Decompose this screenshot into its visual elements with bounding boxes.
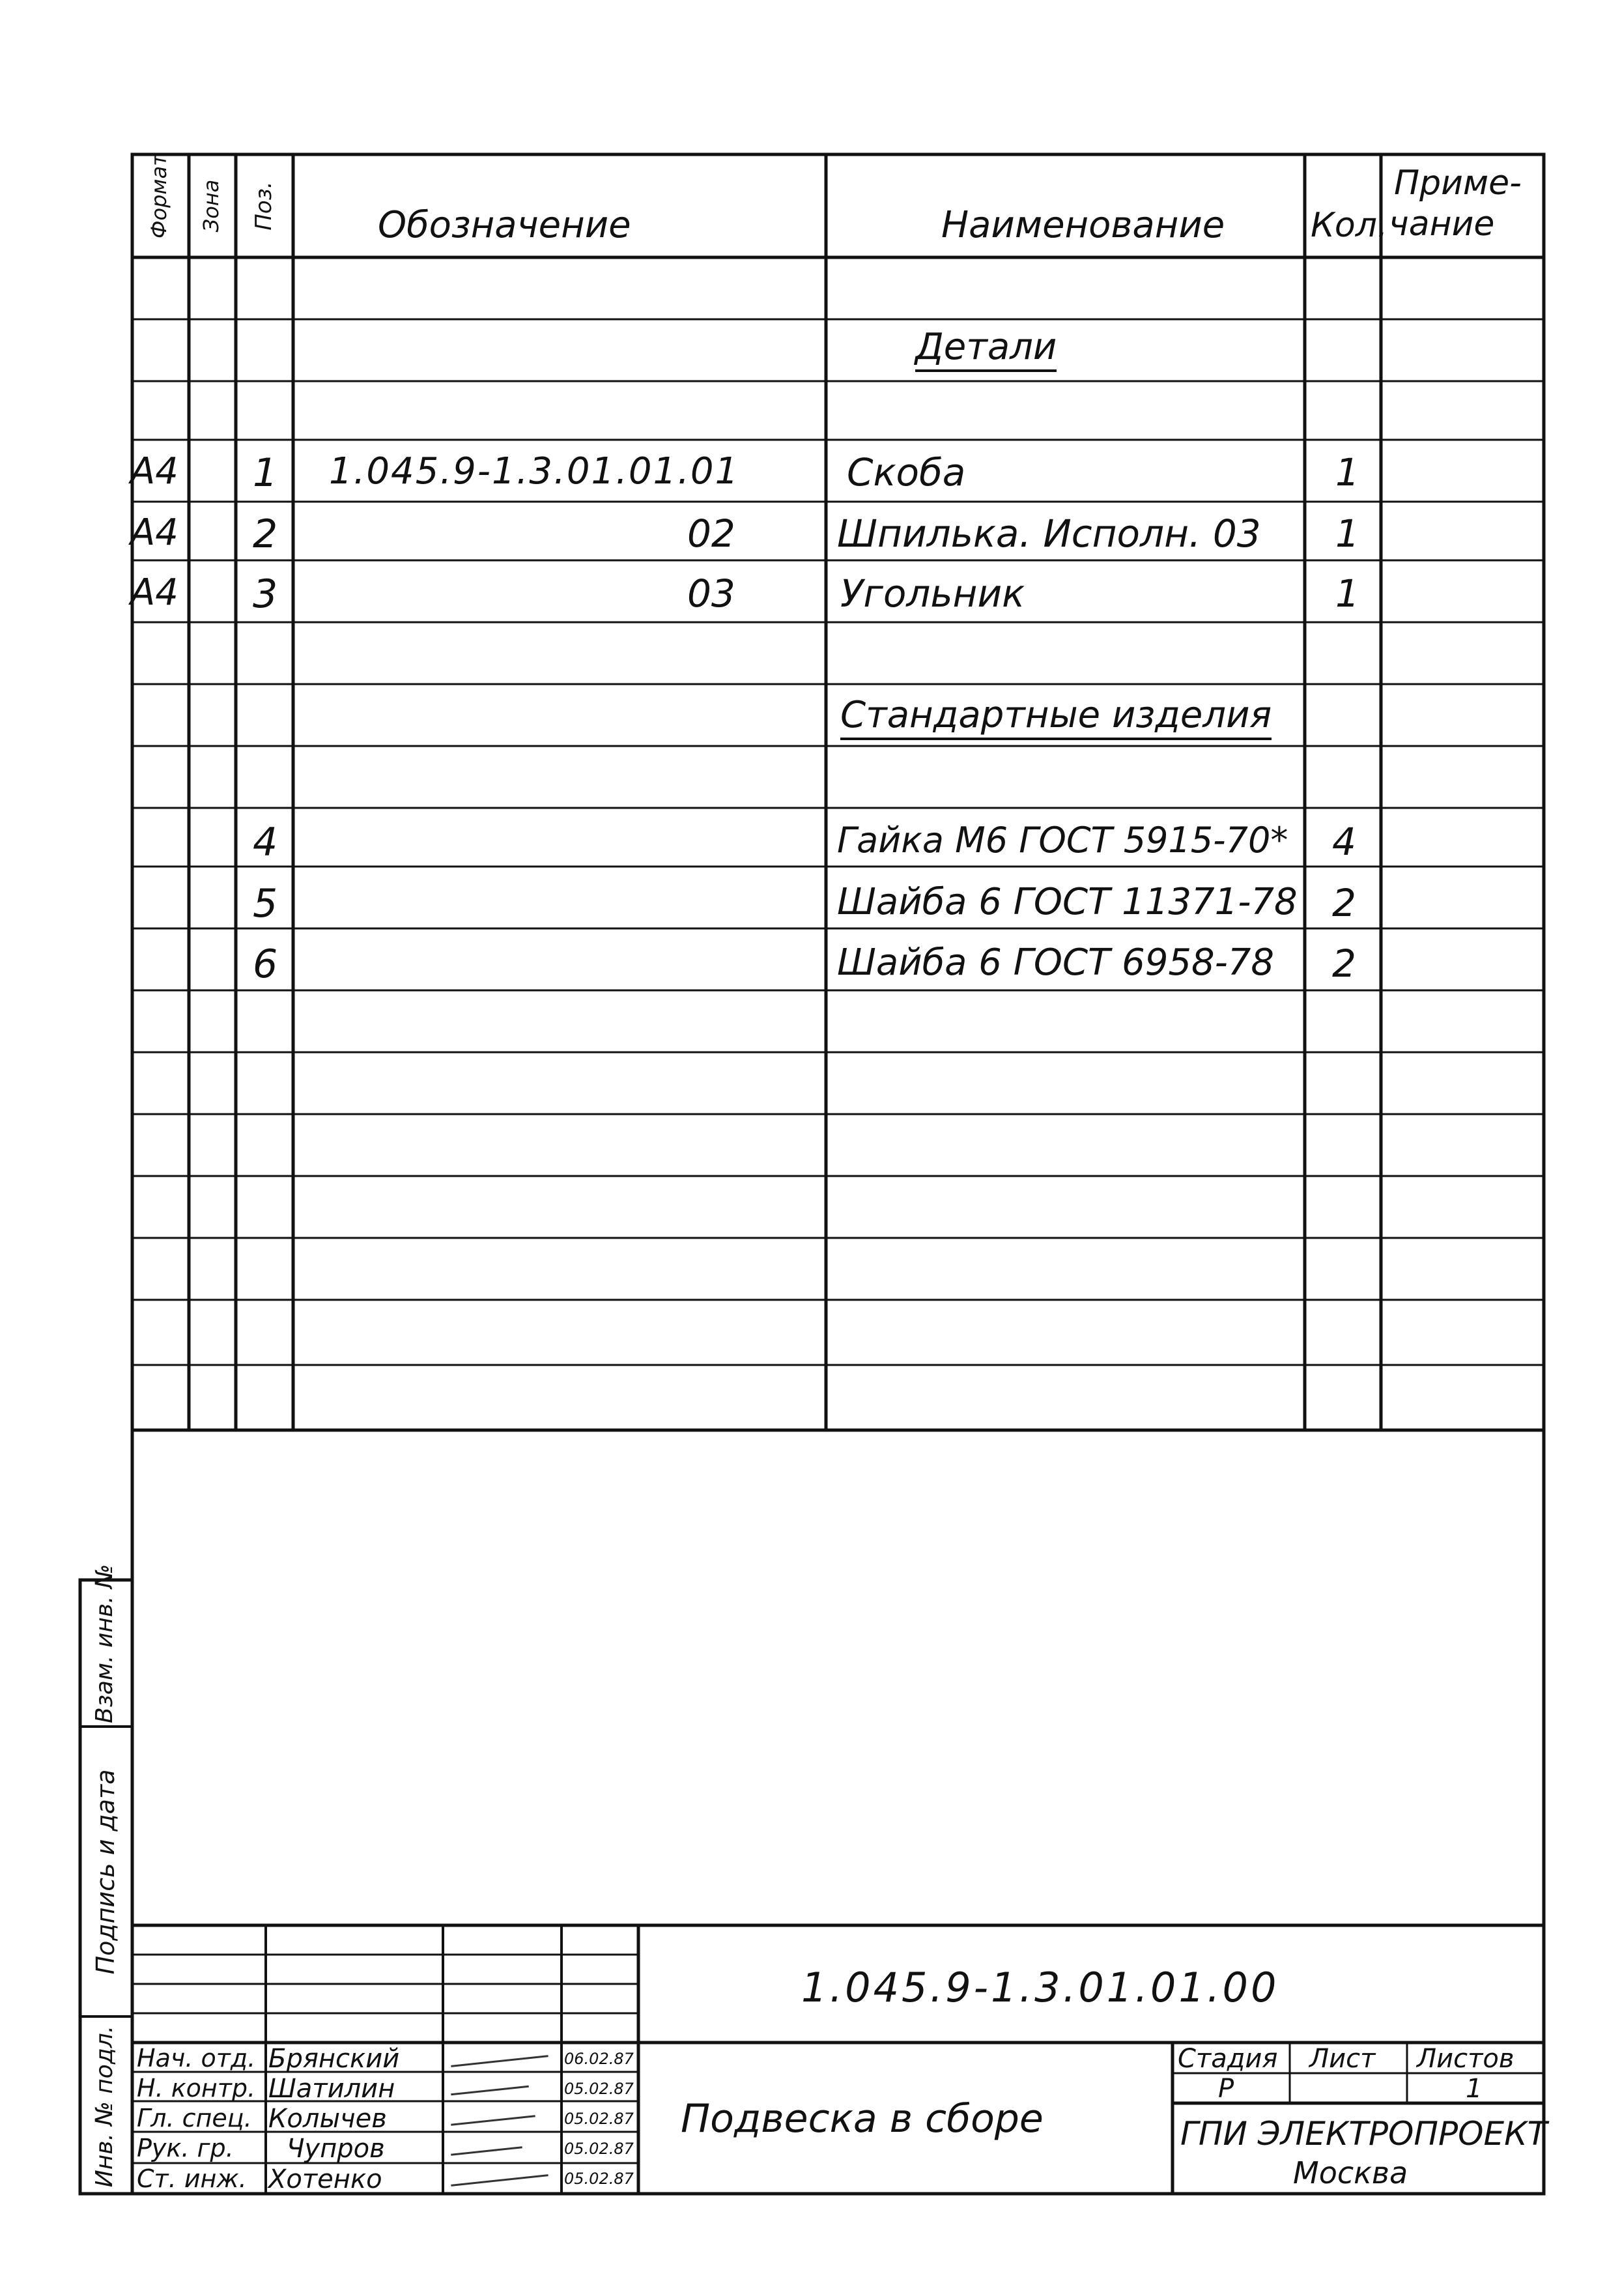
sheets-label: Листов [1417,2044,1515,2074]
signer-4-role: Рук. гр. [137,2134,234,2162]
row-3-pos: 3 [253,571,278,617]
row-4-pos: 4 [253,820,278,865]
organization-city: Москва [1293,2155,1408,2190]
signer-5-name: Хотенко [268,2164,382,2194]
row-4-name: Гайка М6 ГОСТ 5915-70* [837,820,1288,861]
header-note-line1: Приме- [1394,164,1522,203]
row-3-qty: 1 [1335,571,1359,616]
row-3-format: А4 [130,571,178,614]
header-pos: Поз. [251,181,277,231]
side-stamp-inv-orig: Инв. № подл. [91,2025,118,2188]
signer-1-role: Нач. отд. [137,2044,256,2073]
row-2-pos: 2 [253,511,278,557]
header-format: Формат [147,154,171,238]
header-note-line2: чание [1389,205,1495,244]
header-designation: Обозначение [378,204,631,246]
side-stamp-sign-date: Подпись и дата [91,1769,120,1975]
row-5-pos: 5 [253,881,278,926]
row-6-qty: 2 [1332,941,1356,986]
signer-2-name: Шатилин [268,2074,395,2104]
row-1-format: А4 [130,450,178,493]
row-2-format: А4 [130,511,178,554]
row-6-pos: 6 [253,941,278,987]
signer-1-date: 06.02.87 [564,2050,634,2068]
row-2-name: Шпилька. Исполн. 03 [837,511,1261,556]
row-1-designation: 1.045.9-1.3.01.01.01 [329,450,740,493]
row-4-qty: 4 [1332,820,1356,864]
signer-4-name: Чупров [287,2134,385,2164]
row-1-name: Скоба [847,450,966,495]
stage-value: Р [1218,2074,1234,2104]
row-5-name: Шайба 6 ГОСТ 11371-78 [837,881,1298,923]
document-title: Подвеска в сборе [681,2096,1044,2142]
document-code: 1.045.9-1.3.01.01.00 [801,1964,1279,2011]
row-5-qty: 2 [1332,881,1356,925]
row-3-name: Угольник [840,571,1025,616]
row-1-qty: 1 [1335,450,1359,495]
signer-5-date: 05.02.87 [564,2170,634,2188]
signer-4-date: 05.02.87 [564,2140,634,2158]
row-1-pos: 1 [253,450,278,496]
header-zone: Зона [199,179,223,233]
signer-3-name: Колычев [268,2104,387,2134]
row-6-name: Шайба 6 ГОСТ 6958-78 [837,941,1275,984]
sheets-value: 1 [1466,2074,1483,2104]
signer-2-date: 05.02.87 [564,2080,634,2098]
sheet-label: Лист [1309,2044,1376,2074]
stage-label: Стадия [1178,2044,1278,2074]
signer-1-name: Брянский [268,2044,400,2074]
organization-name: ГПИ ЭЛЕКТРОПРОЕКТ [1180,2115,1548,2153]
signer-3-role: Гл. спец. [137,2104,252,2132]
side-stamp-replace-inv: Взам. инв. № [91,1564,118,1723]
section-standard-heading: Стандартные изделия [840,697,1272,740]
row-2-designation: 02 [687,511,735,556]
row-3-designation: 03 [687,571,735,616]
signer-5-role: Ст. инж. [137,2164,247,2193]
row-2-qty: 1 [1335,511,1359,556]
header-qty: Кол. [1311,206,1388,245]
signer-2-role: Н. контр. [137,2074,256,2102]
signer-3-date: 05.02.87 [564,2110,634,2128]
section-details-heading: Детали [915,329,1057,372]
header-name: Наименование [941,204,1225,246]
